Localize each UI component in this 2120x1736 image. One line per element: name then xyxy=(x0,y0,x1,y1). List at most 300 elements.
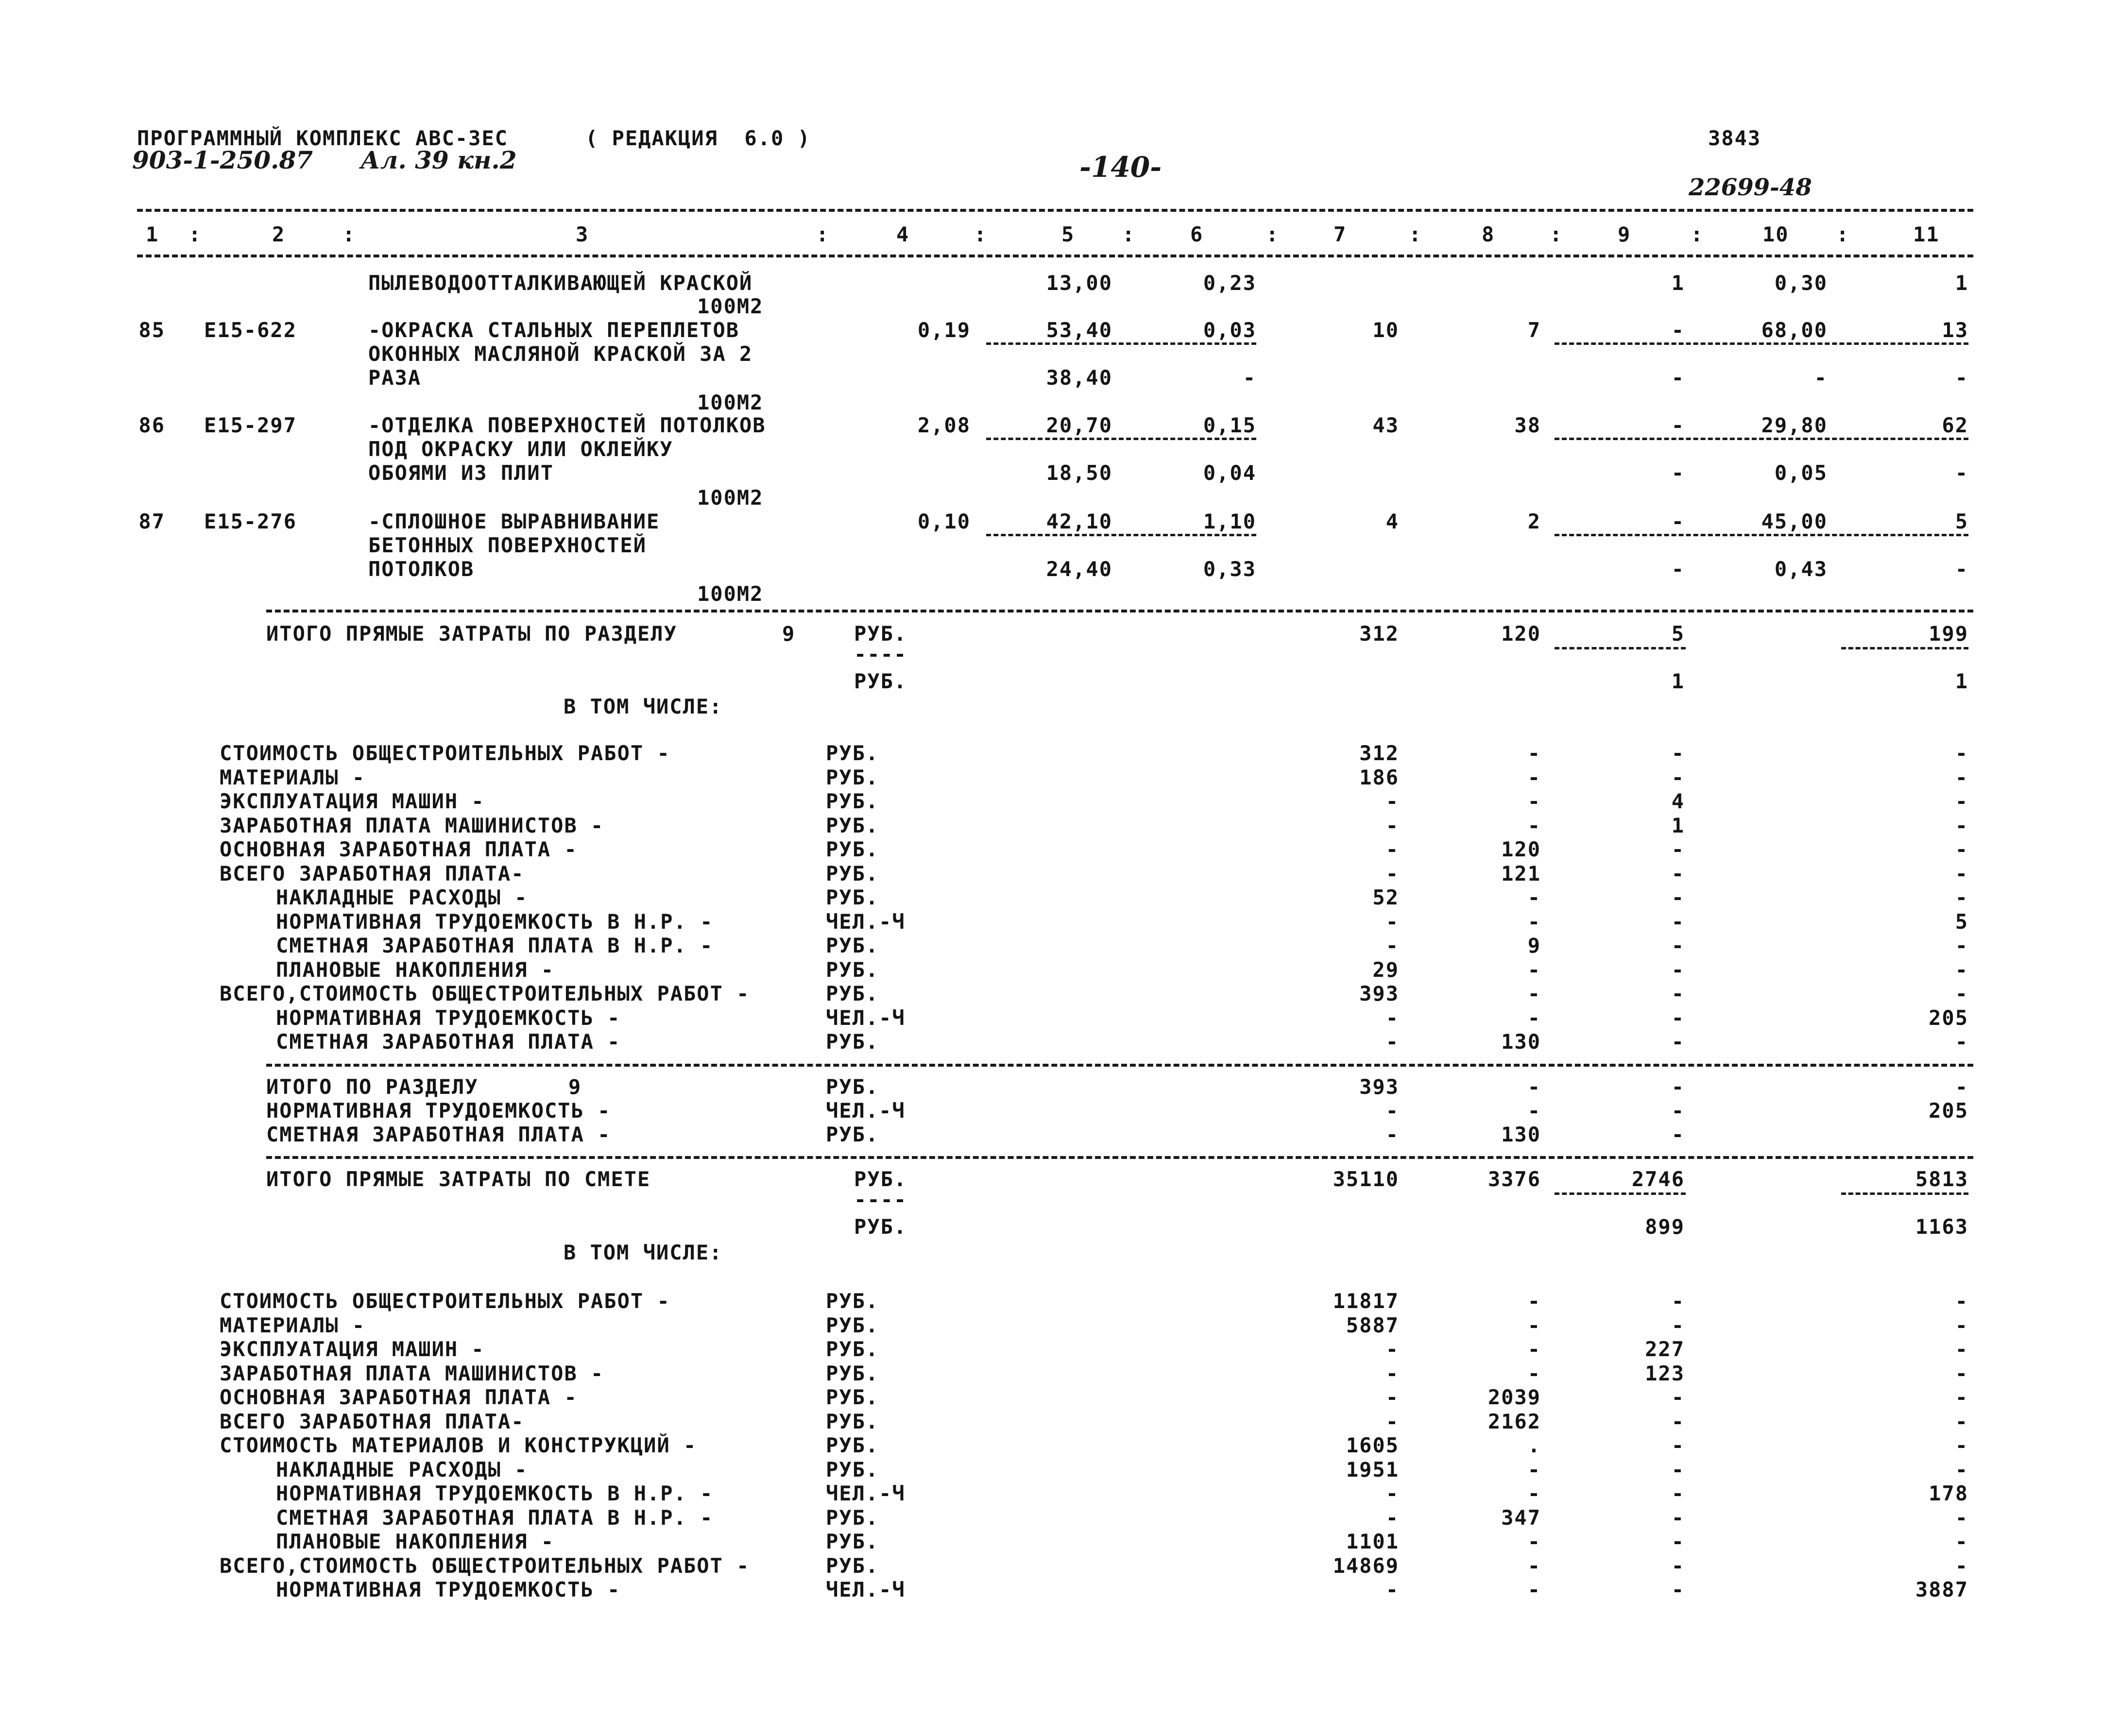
item-c10: 68,00 xyxy=(1761,318,1828,342)
edition-label: ( РЕДАКЦИЯ 6.0 ) xyxy=(585,126,811,150)
unit-label: РУБ. xyxy=(854,1215,907,1239)
breakdown-c8: 2039 xyxy=(1487,1385,1541,1409)
breakdown-c7: - xyxy=(1385,909,1399,934)
summary-c8: - xyxy=(1527,1099,1541,1123)
breakdown-label: СМЕТНАЯ ЗАРАБОТНАЯ ПЛАТА - xyxy=(276,1030,621,1054)
item-c6: 0,23 xyxy=(1203,271,1256,295)
breakdown-c9: - xyxy=(1671,1005,1685,1030)
breakdown-c7: - xyxy=(1385,789,1399,813)
item-subrule xyxy=(1555,534,1968,536)
item-c10b: 0,05 xyxy=(1774,461,1828,485)
breakdown-c11: 178 xyxy=(1929,1481,1968,1505)
section-total-c9b: 1 xyxy=(1671,669,1685,693)
column-separator: : xyxy=(816,222,830,246)
estimate-total-c7: 35110 xyxy=(1333,1167,1399,1191)
summary-c7: 393 xyxy=(1359,1075,1399,1099)
section-total-c11b: 1 xyxy=(1955,669,1968,693)
breakdown-c11: - xyxy=(1955,741,1968,765)
breakdown-unit: ЧЕЛ.-Ч xyxy=(826,1005,906,1030)
item-c10: 29,80 xyxy=(1761,413,1828,437)
breakdown-c9: - xyxy=(1671,957,1685,982)
breakdown-c11: - xyxy=(1955,1030,1968,1054)
breakdown-c8: - xyxy=(1527,813,1541,837)
breakdown-unit: ЧЕЛ.-Ч xyxy=(826,1578,906,1601)
breakdown-c9: - xyxy=(1671,1578,1685,1601)
item-description-line: -ОКРАСКА СТАЛЬНЫХ ПЕРЕПЛЕТОВ xyxy=(368,318,740,342)
breakdown-unit: РУБ. xyxy=(826,789,879,813)
item-subrule xyxy=(986,534,1256,536)
summary-c11: - xyxy=(1955,1075,1968,1099)
total-subrule xyxy=(1555,1192,1686,1195)
breakdown-label: НАКЛАДНЫЕ РАСХОДЫ - xyxy=(276,885,528,909)
breakdown-c8: 120 xyxy=(1501,837,1541,861)
breakdown-c11: - xyxy=(1955,1337,1968,1361)
item-c10b: - xyxy=(1814,366,1828,390)
column-number-6: 6 xyxy=(1190,222,1204,246)
breakdown-label: ВСЕГО,СТОИМОСТЬ ОБЩЕСТРОИТЕЛЬНЫХ РАБОТ - xyxy=(220,982,750,1005)
breakdown-label: НОРМАТИВНАЯ ТРУДОЕМКОСТЬ В Н.Р. - xyxy=(276,909,714,934)
breakdown-c11: - xyxy=(1955,1457,1968,1481)
breakdown-c7: 11817 xyxy=(1333,1289,1399,1313)
breakdown-c7: - xyxy=(1385,1361,1399,1385)
breakdown-label: МАТЕРИАЛЫ - xyxy=(220,765,366,789)
item-c9: 1 xyxy=(1671,271,1685,295)
breakdown-c8: 2162 xyxy=(1487,1409,1541,1433)
column-separator: : xyxy=(1122,222,1136,246)
breakdown-unit: РУБ. xyxy=(826,1433,879,1457)
breakdown-c7: - xyxy=(1385,934,1399,957)
unit-label: РУБ. xyxy=(854,669,907,693)
breakdown-label: СТОИМОСТЬ ОБЩЕСТРОИТЕЛЬНЫХ РАБОТ - xyxy=(220,1289,670,1313)
item-c11b: - xyxy=(1955,557,1968,581)
breakdown-c7: - xyxy=(1385,1030,1399,1054)
breakdown-c9: 123 xyxy=(1645,1361,1685,1385)
breakdown-c11: - xyxy=(1955,1313,1968,1337)
item-c6: 1,10 xyxy=(1203,510,1256,533)
summary-unit: ЧЕЛ.-Ч xyxy=(826,1099,906,1123)
summary-c7: - xyxy=(1385,1099,1399,1123)
summary-c9: - xyxy=(1671,1075,1685,1099)
item-number: 85 xyxy=(138,318,165,342)
section-rule xyxy=(266,1064,1973,1067)
column-number-11: 11 xyxy=(1913,222,1940,246)
column-separator: : xyxy=(342,222,356,246)
breakdown-label: МАТЕРИАЛЫ - xyxy=(220,1313,366,1337)
breakdown-label: ПЛАНОВЫЕ НАКОПЛЕНИЯ - xyxy=(276,1530,555,1553)
breakdown-label: ЭКСПЛУАТАЦИЯ МАШИН - xyxy=(220,789,485,813)
estimate-total-c9: 2746 xyxy=(1631,1167,1685,1191)
item-c10: 45,00 xyxy=(1761,510,1828,533)
estimate-total-c11: 5813 xyxy=(1915,1167,1968,1191)
breakdown-unit: РУБ. xyxy=(826,1337,879,1361)
item-description-line: -СПЛОШНОЕ ВЫРАВНИВАНИЕ xyxy=(368,510,660,533)
sheet-number: 3843 xyxy=(1708,126,1761,150)
breakdown-c8: - xyxy=(1527,1578,1541,1601)
item-c6: 0,15 xyxy=(1203,413,1256,437)
item-c11b: - xyxy=(1955,366,1968,390)
item-code: Е15-276 xyxy=(204,510,297,533)
item-c5: 53,40 xyxy=(1046,318,1112,342)
column-number-4: 4 xyxy=(896,222,910,246)
item-c11b: - xyxy=(1955,461,1968,485)
header-bottom-rule xyxy=(137,255,1973,257)
item-c5: 20,70 xyxy=(1046,413,1112,437)
item-c11: 5 xyxy=(1955,510,1968,533)
item-subrule xyxy=(986,438,1256,440)
breakdown-c11: - xyxy=(1955,813,1968,837)
summary-label: СМЕТНАЯ ЗАРАБОТНАЯ ПЛАТА - xyxy=(266,1123,611,1146)
item-unit: 100М2 xyxy=(697,486,764,510)
breakdown-c8: 121 xyxy=(1501,861,1541,885)
item-c6b: - xyxy=(1243,366,1256,390)
item-c10b: 0,43 xyxy=(1774,557,1828,581)
breakdown-unit: РУБ. xyxy=(826,934,879,957)
summary-c11: 205 xyxy=(1929,1099,1968,1123)
item-c4: 0,10 xyxy=(917,510,971,533)
item-subrule xyxy=(986,342,1256,345)
breakdown-c11: - xyxy=(1955,885,1968,909)
breakdown-label: ЗАРАБОТНАЯ ПЛАТА МАШИНИСТОВ - xyxy=(220,1361,604,1385)
breakdown-c11: - xyxy=(1955,1385,1968,1409)
header-top-rule xyxy=(137,209,1973,212)
breakdown-c7: 1101 xyxy=(1346,1530,1399,1553)
breakdown-unit: РУБ. xyxy=(826,1289,879,1313)
breakdown-c7: - xyxy=(1385,813,1399,837)
item-number: 87 xyxy=(138,510,165,533)
including-label: В ТОМ ЧИСЛЕ: xyxy=(564,1241,723,1264)
album-label: Ал. 39 кн.2 xyxy=(360,146,517,174)
breakdown-unit: РУБ. xyxy=(826,1385,879,1409)
item-c5b: 24,40 xyxy=(1046,557,1112,581)
breakdown-c11: - xyxy=(1955,1289,1968,1313)
breakdown-c9: - xyxy=(1671,1505,1685,1530)
item-c8: 7 xyxy=(1527,318,1541,342)
item-unit: 100М2 xyxy=(697,391,764,414)
breakdown-c11: 5 xyxy=(1955,909,1968,934)
breakdown-c9: 4 xyxy=(1671,789,1685,813)
unit-label: РУБ. xyxy=(854,622,907,646)
item-c6b: 0,33 xyxy=(1203,557,1256,581)
breakdown-c11: 205 xyxy=(1929,1005,1968,1030)
item-description-line: ОКОННЫХ МАСЛЯНОЙ КРАСКОЙ ЗА 2 xyxy=(368,342,753,366)
estimate-total-c11b: 1163 xyxy=(1915,1215,1968,1239)
item-c9: - xyxy=(1671,318,1685,342)
breakdown-c9: - xyxy=(1671,837,1685,861)
summary-section-no: 9 xyxy=(568,1075,582,1099)
summary-c8: - xyxy=(1527,1075,1541,1099)
summary-c9: - xyxy=(1671,1123,1685,1146)
breakdown-c11: - xyxy=(1955,1409,1968,1433)
breakdown-c8: - xyxy=(1527,982,1541,1005)
item-subrule xyxy=(1555,438,1968,440)
breakdown-c9: - xyxy=(1671,1481,1685,1505)
item-c9b: - xyxy=(1671,366,1685,390)
column-separator: : xyxy=(1409,222,1422,246)
column-number-8: 8 xyxy=(1482,222,1495,246)
item-c10: 0,30 xyxy=(1774,271,1828,295)
item-c11: 62 xyxy=(1942,413,1968,437)
breakdown-unit: РУБ. xyxy=(826,741,879,765)
breakdown-c8: - xyxy=(1527,1457,1541,1481)
breakdown-c9: - xyxy=(1671,934,1685,957)
breakdown-c9: - xyxy=(1671,741,1685,765)
item-c7: 43 xyxy=(1372,413,1399,437)
column-number-7: 7 xyxy=(1334,222,1347,246)
breakdown-c9: - xyxy=(1671,1530,1685,1553)
breakdown-c8: - xyxy=(1527,1313,1541,1337)
breakdown-c9: 1 xyxy=(1671,813,1685,837)
breakdown-unit: РУБ. xyxy=(826,982,879,1005)
breakdown-c11: - xyxy=(1955,789,1968,813)
item-c9: - xyxy=(1671,510,1685,533)
summary-c8: 130 xyxy=(1501,1123,1541,1146)
breakdown-c11: - xyxy=(1955,957,1968,982)
breakdown-c7: 5887 xyxy=(1346,1313,1399,1337)
breakdown-c7: 186 xyxy=(1359,765,1399,789)
doc-number: 22699-48 xyxy=(1689,174,1812,201)
breakdown-label: ЭКСПЛУАТАЦИЯ МАШИН - xyxy=(220,1337,485,1361)
breakdown-c8: 9 xyxy=(1527,934,1541,957)
item-c7: 4 xyxy=(1385,510,1399,533)
item-c7: 10 xyxy=(1372,318,1399,342)
summary-unit: РУБ. xyxy=(826,1075,879,1099)
breakdown-label: СМЕТНАЯ ЗАРАБОТНАЯ ПЛАТА В Н.Р. - xyxy=(276,934,714,957)
item-description-line: БЕТОННЫХ ПОВЕРХНОСТЕЙ xyxy=(368,533,647,557)
breakdown-c7: - xyxy=(1385,1409,1399,1433)
breakdown-label: СТОИМОСТЬ МАТЕРИАЛОВ И КОНСТРУКЦИЙ - xyxy=(220,1433,697,1457)
breakdown-unit: РУБ. xyxy=(826,1030,879,1054)
item-c8: 38 xyxy=(1514,413,1541,437)
breakdown-c9: - xyxy=(1671,909,1685,934)
breakdown-c8: - xyxy=(1527,741,1541,765)
summary-unit: РУБ. xyxy=(826,1123,879,1146)
item-code: Е15-622 xyxy=(204,318,297,342)
item-description-line: ПОТОЛКОВ xyxy=(368,557,475,581)
item-unit: 100М2 xyxy=(697,582,764,606)
breakdown-c11: - xyxy=(1955,861,1968,885)
breakdown-unit: ЧЕЛ.-Ч xyxy=(826,909,906,934)
column-number-3: 3 xyxy=(576,222,589,246)
item-c9b: - xyxy=(1671,557,1685,581)
breakdown-label: НОРМАТИВНАЯ ТРУДОЕМКОСТЬ - xyxy=(276,1005,621,1030)
column-separator: : xyxy=(1691,222,1704,246)
breakdown-c8: 347 xyxy=(1501,1505,1541,1530)
breakdown-c11: - xyxy=(1955,1433,1968,1457)
breakdown-c9: - xyxy=(1671,982,1685,1005)
including-label: В ТОМ ЧИСЛЕ: xyxy=(564,695,723,718)
breakdown-label: СМЕТНАЯ ЗАРАБОТНАЯ ПЛАТА В Н.Р. - xyxy=(276,1505,714,1530)
breakdown-c7: 393 xyxy=(1359,982,1399,1005)
breakdown-c8: - xyxy=(1527,1289,1541,1313)
section-number: 9 xyxy=(782,622,796,646)
item-c5b: 38,40 xyxy=(1046,366,1112,390)
breakdown-c7: 29 xyxy=(1372,957,1399,982)
breakdown-label: ОСНОВНАЯ ЗАРАБОТНАЯ ПЛАТА - xyxy=(220,837,578,861)
item-c9: - xyxy=(1671,413,1685,437)
breakdown-c9: - xyxy=(1671,1433,1685,1457)
unit-dash: ---- xyxy=(854,1188,907,1211)
breakdown-unit: ЧЕЛ.-Ч xyxy=(826,1481,906,1505)
breakdown-c8: - xyxy=(1527,1361,1541,1385)
summary-label: НОРМАТИВНАЯ ТРУДОЕМКОСТЬ - xyxy=(266,1099,611,1123)
breakdown-label: ВСЕГО,СТОИМОСТЬ ОБЩЕСТРОИТЕЛЬНЫХ РАБОТ - xyxy=(220,1553,750,1578)
item-c5: 13,00 xyxy=(1046,271,1112,295)
item-c6: 0,03 xyxy=(1203,318,1256,342)
breakdown-c11: - xyxy=(1955,837,1968,861)
estimate-total-c9b: 899 xyxy=(1645,1215,1685,1239)
breakdown-c8: . xyxy=(1527,1433,1541,1457)
breakdown-c11: - xyxy=(1955,1530,1968,1553)
column-separator: : xyxy=(1550,222,1563,246)
item-c11: 1 xyxy=(1955,271,1968,295)
column-number-1: 1 xyxy=(146,222,159,246)
item-number: 86 xyxy=(138,413,165,437)
breakdown-c8: - xyxy=(1527,1481,1541,1505)
item-c5b: 18,50 xyxy=(1046,461,1112,485)
breakdown-c9: - xyxy=(1671,1289,1685,1313)
breakdown-unit: РУБ. xyxy=(826,957,879,982)
breakdown-unit: РУБ. xyxy=(826,1457,879,1481)
column-number-10: 10 xyxy=(1762,222,1789,246)
item-c9b: - xyxy=(1671,461,1685,485)
breakdown-c11: - xyxy=(1955,982,1968,1005)
breakdown-c8: - xyxy=(1527,1005,1541,1030)
section-total-label: ИТОГО ПРЯМЫЕ ЗАТРАТЫ ПО РАЗДЕЛУ xyxy=(266,622,677,646)
estimate-total-c8: 3376 xyxy=(1487,1167,1541,1191)
breakdown-label: СТОИМОСТЬ ОБЩЕСТРОИТЕЛЬНЫХ РАБОТ - xyxy=(220,741,670,765)
column-separator: : xyxy=(1836,222,1850,246)
breakdown-c7: 312 xyxy=(1359,741,1399,765)
breakdown-label: ЗАРАБОТНАЯ ПЛАТА МАШИНИСТОВ - xyxy=(220,813,604,837)
breakdown-unit: РУБ. xyxy=(826,813,879,837)
breakdown-c8: 130 xyxy=(1501,1030,1541,1054)
unit-dash: ---- xyxy=(854,642,907,666)
section-total-c9: 5 xyxy=(1671,622,1685,646)
section-total-c7: 312 xyxy=(1359,622,1399,646)
breakdown-c9: - xyxy=(1671,885,1685,909)
program-title: ПРОГРАММНЫЙ КОМПЛЕКС АВС-ЗЕС xyxy=(137,126,509,150)
unit-label: РУБ. xyxy=(854,1167,907,1191)
project-code: 903-1-250.87 xyxy=(132,146,313,174)
item-c6b: 0,04 xyxy=(1203,461,1256,485)
breakdown-c7: 14869 xyxy=(1333,1553,1399,1578)
breakdown-c11: - xyxy=(1955,934,1968,957)
column-number-2: 2 xyxy=(272,222,286,246)
breakdown-c7: - xyxy=(1385,1005,1399,1030)
column-separator: : xyxy=(1266,222,1280,246)
breakdown-c8: - xyxy=(1527,957,1541,982)
item-code: Е15-297 xyxy=(204,413,297,437)
breakdown-unit: РУБ. xyxy=(826,885,879,909)
breakdown-unit: РУБ. xyxy=(826,1313,879,1337)
breakdown-c9: 227 xyxy=(1645,1337,1685,1361)
item-description-line: ПОД ОКРАСКУ ИЛИ ОКЛЕЙКУ xyxy=(368,437,673,461)
breakdown-c8: - xyxy=(1527,765,1541,789)
breakdown-unit: РУБ. xyxy=(826,1361,879,1385)
item-c11: 13 xyxy=(1942,318,1968,342)
breakdown-unit: РУБ. xyxy=(826,861,879,885)
breakdown-c9: - xyxy=(1671,1313,1685,1337)
item-description-line: ОБОЯМИ ИЗ ПЛИТ xyxy=(368,461,554,485)
breakdown-unit: РУБ. xyxy=(826,1553,879,1578)
breakdown-c8: - xyxy=(1527,909,1541,934)
section-rule xyxy=(266,610,1973,613)
breakdown-c7: 1605 xyxy=(1346,1433,1399,1457)
breakdown-label: ОСНОВНАЯ ЗАРАБОТНАЯ ПЛАТА - xyxy=(220,1385,578,1409)
breakdown-c9: - xyxy=(1671,861,1685,885)
section-total-c8: 120 xyxy=(1501,622,1541,646)
breakdown-c7: 1951 xyxy=(1346,1457,1399,1481)
breakdown-c8: - xyxy=(1527,1337,1541,1361)
item-description-line: -ОТДЕЛКА ПОВЕРХНОСТЕЙ ПОТОЛКОВ xyxy=(368,413,766,437)
breakdown-c11: 3887 xyxy=(1915,1578,1968,1601)
breakdown-c11: - xyxy=(1955,1553,1968,1578)
total-subrule xyxy=(1555,647,1686,649)
estimate-total-label: ИТОГО ПРЯМЫЕ ЗАТРАТЫ ПО СМЕТЕ xyxy=(266,1167,651,1191)
item-description-line: РАЗА xyxy=(368,366,422,390)
column-separator: : xyxy=(974,222,988,246)
breakdown-c9: - xyxy=(1671,1553,1685,1578)
breakdown-label: НОРМАТИВНАЯ ТРУДОЕМКОСТЬ В Н.Р. - xyxy=(276,1481,714,1505)
summary-c9: - xyxy=(1671,1099,1685,1123)
breakdown-c7: - xyxy=(1385,1337,1399,1361)
breakdown-c8: - xyxy=(1527,1530,1541,1553)
column-separator: : xyxy=(188,222,202,246)
section-rule xyxy=(266,1156,1973,1159)
breakdown-label: ВСЕГО ЗАРАБОТНАЯ ПЛАТА- xyxy=(220,861,525,885)
breakdown-c9: - xyxy=(1671,1409,1685,1433)
item-subrule xyxy=(1555,342,1968,345)
breakdown-unit: РУБ. xyxy=(826,1530,879,1553)
breakdown-c11: - xyxy=(1955,765,1968,789)
breakdown-c7: - xyxy=(1385,837,1399,861)
breakdown-unit: РУБ. xyxy=(826,765,879,789)
item-c4: 0,19 xyxy=(917,318,971,342)
total-subrule xyxy=(1841,1192,1968,1195)
item-c5: 42,10 xyxy=(1046,510,1112,533)
breakdown-c7: - xyxy=(1385,861,1399,885)
breakdown-c8: - xyxy=(1527,885,1541,909)
breakdown-unit: РУБ. xyxy=(826,1409,879,1433)
breakdown-c7: - xyxy=(1385,1481,1399,1505)
breakdown-c7: - xyxy=(1385,1385,1399,1409)
breakdown-c8: - xyxy=(1527,1553,1541,1578)
page-number: -140- xyxy=(1079,151,1162,184)
total-subrule xyxy=(1841,647,1968,649)
item-c8: 2 xyxy=(1527,510,1541,533)
column-number-5: 5 xyxy=(1061,222,1075,246)
breakdown-label: НОРМАТИВНАЯ ТРУДОЕМКОСТЬ - xyxy=(276,1578,621,1601)
breakdown-c8: - xyxy=(1527,789,1541,813)
breakdown-c11: - xyxy=(1955,1505,1968,1530)
breakdown-unit: РУБ. xyxy=(826,837,879,861)
item-description-line: ПЫЛЕВОДООТТАЛКИВАЮЩЕЙ КРАСКОЙ xyxy=(368,271,753,295)
summary-label: ИТОГО ПО РАЗДЕЛУ xyxy=(266,1075,479,1099)
item-c4: 2,08 xyxy=(917,413,971,437)
summary-c7: - xyxy=(1385,1123,1399,1146)
breakdown-unit: РУБ. xyxy=(826,1505,879,1530)
breakdown-c9: - xyxy=(1671,1385,1685,1409)
breakdown-label: НАКЛАДНЫЕ РАСХОДЫ - xyxy=(276,1457,528,1481)
breakdown-c9: - xyxy=(1671,1457,1685,1481)
column-number-9: 9 xyxy=(1618,222,1631,246)
breakdown-c7: - xyxy=(1385,1505,1399,1530)
breakdown-label: ПЛАНОВЫЕ НАКОПЛЕНИЯ - xyxy=(276,957,555,982)
breakdown-c7: 52 xyxy=(1372,885,1399,909)
breakdown-c9: - xyxy=(1671,765,1685,789)
breakdown-c9: - xyxy=(1671,1030,1685,1054)
section-total-c11: 199 xyxy=(1929,622,1968,646)
